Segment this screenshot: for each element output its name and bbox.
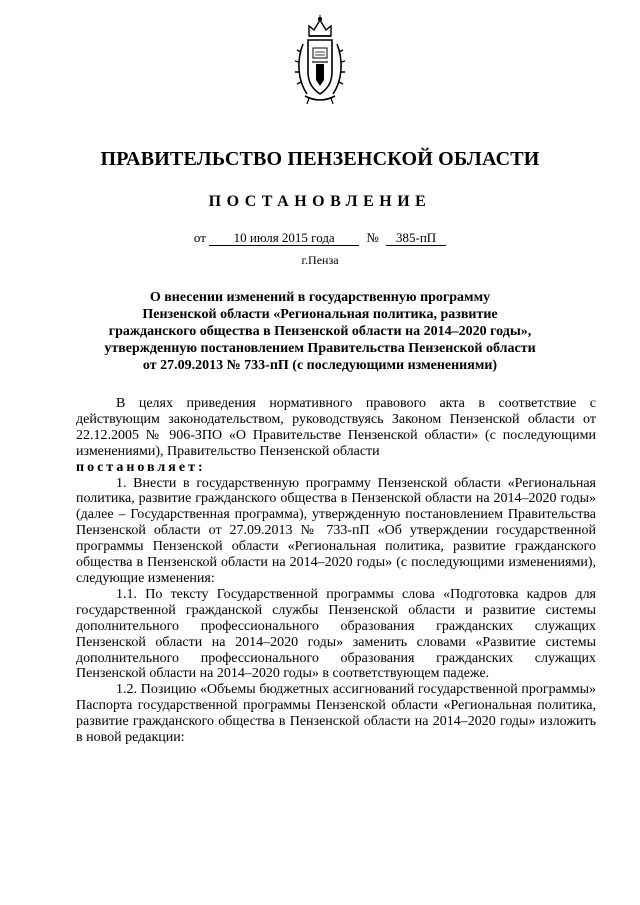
coat-of-arms-icon — [295, 14, 345, 106]
resolves-paragraph — [76, 460, 596, 476]
item-1-1-paragraph: 1.1. По тексту Государственной программы слова «Подготовка кадров для государственной гражданской службы Пензенской области и развитие системы дополнительного профессионального образования гражданских служащих Пензенской области на 2014–2020 годы» заменить словами «Развитие системы дополнительного профессионального образования гражданских служащих Пензенской области на 2014–2020 годы» в соответствующем падеже. — [76, 586, 596, 682]
document-number: 385-пП — [386, 230, 446, 246]
document-body — [76, 396, 596, 746]
document-subject — [100, 289, 540, 374]
item-1-2-paragraph: 1.2. Позицию «Объемы бюджетных ассигнований государственной программы» Паспорта государственной программы Пензенской области «Региональная политика, развитие гражданского общества в Пензенской области на 2014–2020 годы» изложить в новой редакции: — [76, 682, 596, 746]
number-prefix: № — [366, 230, 379, 245]
preamble-paragraph: В целях приведения нормативного правового акта в соответствие с действующим законодательством, руководствуясь Законом Пензенской области от 22.12.2005 № 906-ЗПО «О Правительстве Пензенской области» (с последующими изменениями), Правительство Пензенской области — [76, 396, 596, 459]
subject-line: утвержденную постановлением Правительства Пензенской области — [104, 341, 536, 356]
document-type: ПОСТАНОВЛЕНИЕ — [208, 193, 432, 210]
resolves-word: постановляет: — [76, 459, 206, 475]
subject-line: от 27.09.2013 № 733-пП (с последующими изменениями) — [142, 358, 498, 373]
government-title: ПРАВИТЕЛЬСТВО ПЕНЗЕНСКОЙ ОБЛАСТИ — [100, 148, 540, 170]
document-date: 10 июля 2015 года — [209, 230, 359, 246]
date-number-line — [0, 230, 640, 246]
subject-line: О внесении изменений в государственную программу — [149, 290, 491, 305]
item-1-paragraph: 1. Внести в государственную программу Пензенской области «Региональная политика, развитие гражданского общества в Пензенской области на 2014–2020 годы» (далее – Государственная программа), утвержденную постановлением Правительства Пензенской области от 27.09.2013 № 733-пП «Об утверждении государственной программы Пензенской области «Региональная политика, развитие гражданского общества в Пензенской области на 2014–2020 годы» (с последующими изменениями), следующие изменения: — [76, 475, 596, 586]
subject-line: гражданского общества в Пензенской области на 2014–2020 годы», — [108, 324, 532, 339]
subject-line: Пензенской области «Региональная политика, развитие — [142, 307, 498, 322]
city: г.Пенза — [301, 253, 339, 267]
date-prefix: от — [193, 230, 206, 245]
